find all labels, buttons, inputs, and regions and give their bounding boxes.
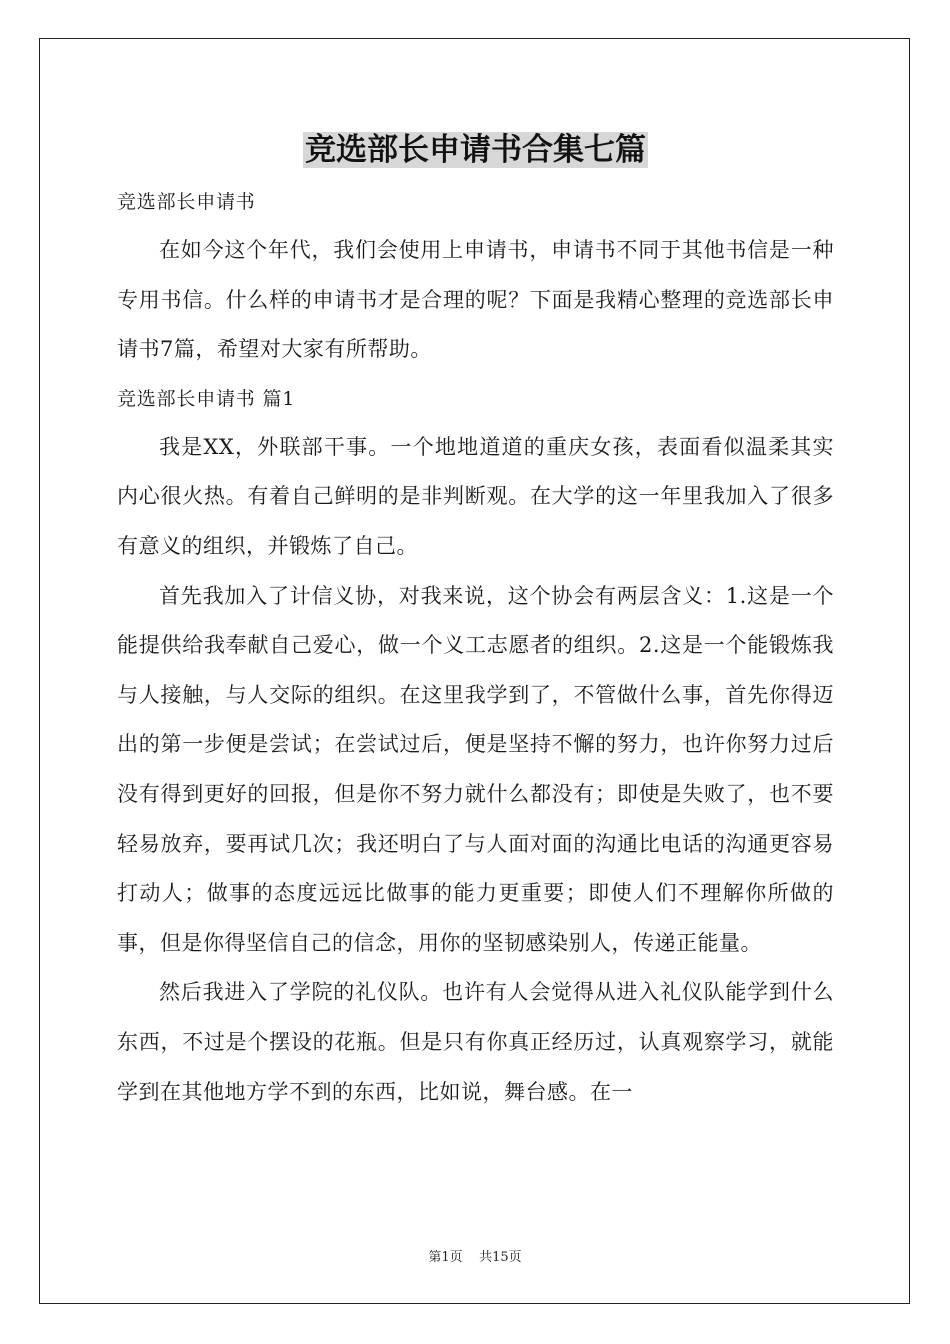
section-heading-part-1: 竞选部长申请书 篇1	[117, 387, 296, 410]
intro-paragraph: 在如今这个年代，我们会使用上申请书，申请书不同于其他书信是一种专用书信。什么样的申请书才是合理的呢？下面是我精心整理的竞选部长申请书7篇，希望对大家有所帮助。	[117, 238, 834, 362]
section-heading: 竞选部长申请书	[117, 191, 256, 213]
page-footer: 第1页 共15页	[428, 1250, 522, 1265]
document-title-text: 竞选部长申请书合集七篇	[305, 132, 646, 168]
body-paragraph: 首先我加入了计信义协，对我来说，这个协会有两层含义：1.这是一个能提供给我奉献自己爱心，做一个义工志愿者的组织。2.这是一个能锻炼我与人接触，与人交际的组织。在这里我学到了，不管做什么事，首先你得迈出的第一步便是尝试；在尝试过后，便是坚持不懈的努力，也许你努力过后没有得到更好的回报，但是你不努力就什么都没有；即使是失败了，也不要轻易放弃，要再试几次；我还明白了与人面对面的沟通比电话的沟通更容易打动人；做事的态度远远比做事的能力更重要；即使人们不理解你所做的事，但是你得坚信自己的信念，用你的坚韧感染别人，传递正能量。	[117, 583, 834, 955]
document-title	[117, 126, 834, 174]
document-body	[117, 126, 834, 1117]
body-paragraph: 然后我进入了学院的礼仪队。也许有人会觉得从进入礼仪队能学到什么东西，不过是个摆设的花瓶。但是只有你真正经历过，认真观察学习，就能学到在其他地方学不到的东西，比如说，舞台感。在一	[117, 980, 834, 1104]
body-paragraph: 我是XX，外联部干事。一个地地道道的重庆女孩，表面看似温柔其实内心很火热。有着自己鲜明的是非判断观。在大学的这一年里我加入了很多有意义的组织，并锻炼了自己。	[117, 434, 834, 558]
